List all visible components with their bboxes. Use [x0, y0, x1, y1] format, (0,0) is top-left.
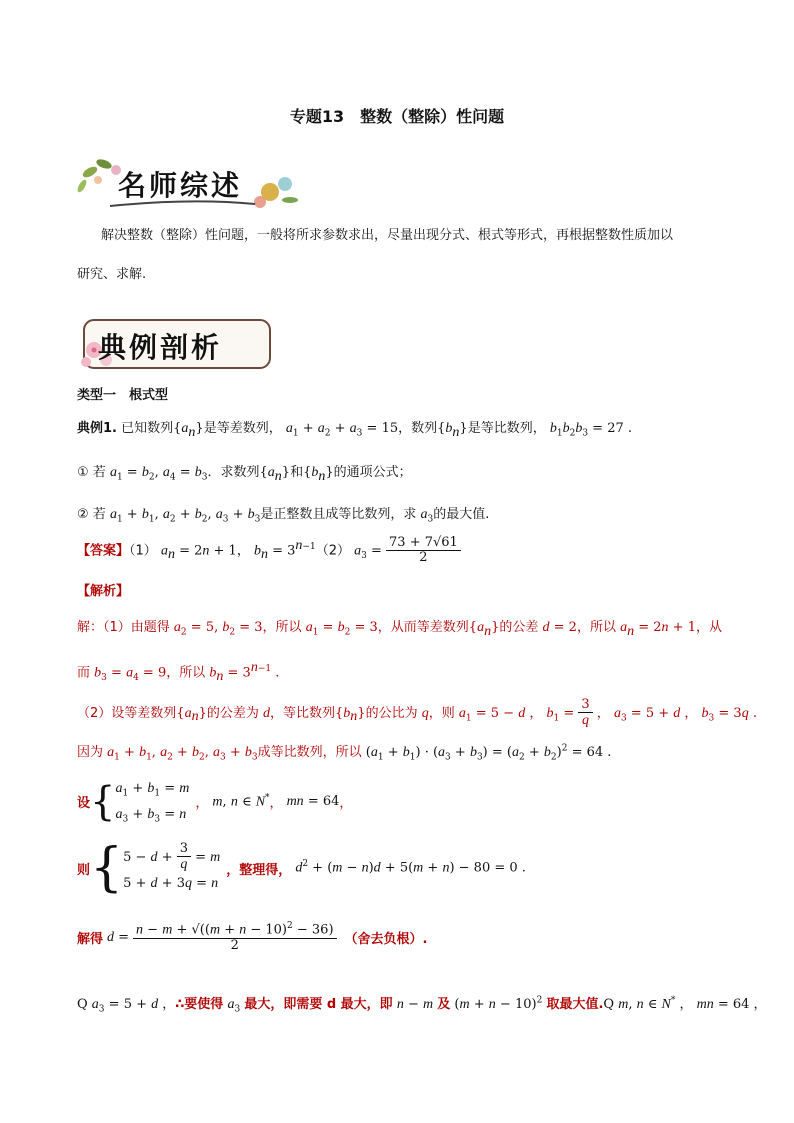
banner-examples	[76, 316, 276, 374]
system-1: 设 { $a_1 + b_1 = m$ $a_3 + b_3 = n$ ， m, n ∈ N* ， mn = 64 ，	[77, 778, 353, 825]
page-title: 专题13 整数（整除）性问题	[289, 107, 505, 126]
solution-line-3: （2）设等差数列$\{a_n\}$的公差为 d，等比数列$\{b_n\}$的公比为 q，则 $a_1 = 5 - d$ ， $b_1$ = $\frac{3}{q}$ ， $a_3 = 5 + d$ ， $b_3 = 3q$ .	[77, 697, 757, 729]
banner-examples-label: 典例剖析	[98, 331, 223, 364]
analysis-label: 【解析】	[77, 584, 130, 599]
summary-line-2: 研究、求解.	[77, 267, 147, 282]
system-2: 则 { 5 − d + $\frac{3}{q}$ = m 5 + d + 3q = n ，整理得， $d^2 + (m - n)d + 5(m + n) - 80 = 0$ .	[77, 838, 526, 898]
solution-line-final: Q $a_3 = 5 + d$ ，∴要使得 $a_3$ 最大，即需要 d 最大，即 n − m 及 $(m + n - 10)^2$ 取最大值.Q m, n ∈ N* ， mn = 64 ，	[77, 995, 767, 1015]
answer-label: 【答案】	[77, 543, 130, 559]
summary-line-1: 解决整数（整除）性问题，一般将所求参数求出，尽量出现分式、根式等形式，再根据整数性质加以	[101, 228, 674, 243]
type-heading: 类型一 根式型	[77, 388, 169, 403]
solve-d: 解得 d = $\frac{n - m + √((m + n - 10)^2 - 36)}{2}$ （舍去负根）.	[77, 921, 428, 953]
banner-famous-teacher	[70, 150, 300, 212]
solution-line-1: 解：（1）由题得 $a_2 = 5$, $b_2 = 3$，所以 $a_1 = b_2 = 3$，从而等差数列$\{a_n\}$的公差 d = 2，所以 $a_n = 2n + 1$，从	[77, 620, 722, 639]
example-1-statement: 典例1. 已知数列$\{a_n\}$是等差数列， $a_1 + a_2 + a_3 = 15$，数列$\{b_n\}$是等比数列， $b_1b_2b_3 = 27$ .	[77, 421, 633, 440]
example-label: 典例1.	[77, 421, 117, 436]
banner-famous-teacher-label: 名师综述	[118, 169, 243, 202]
answer-line: 【答案】（1） $a_n = 2n + 1$， $b_n = 3^{n-1}(2) a_3$ = $\frac{73 + 7√61}{2}$	[77, 536, 461, 566]
question-2: ② 若 $a_1 + b_1$, $a_2 + b_2$, $a_3 + b_3$是正整数且成等比数列，求 $a_3$的最大值.	[77, 507, 490, 525]
question-1: ① 若 $a_1 = b_2$, $a_4 = b_3$．求数列$\{a_n\}$和$\{b_n\}$的通项公式；	[77, 465, 412, 484]
solution-line-2: 而 $b_3 = a_4 = 9$，所以 $b_n = 3^{n-1}$ .	[77, 660, 280, 684]
solution-line-4: 因为 $a_1 + b_1$, $a_2 + b_2$, $a_3 + b_3$成等比数列，所以 $(a_1 + b_1) \cdot (a_3 + b_3) = (a_2 + b_2)^2 = 64$ .	[77, 743, 612, 763]
